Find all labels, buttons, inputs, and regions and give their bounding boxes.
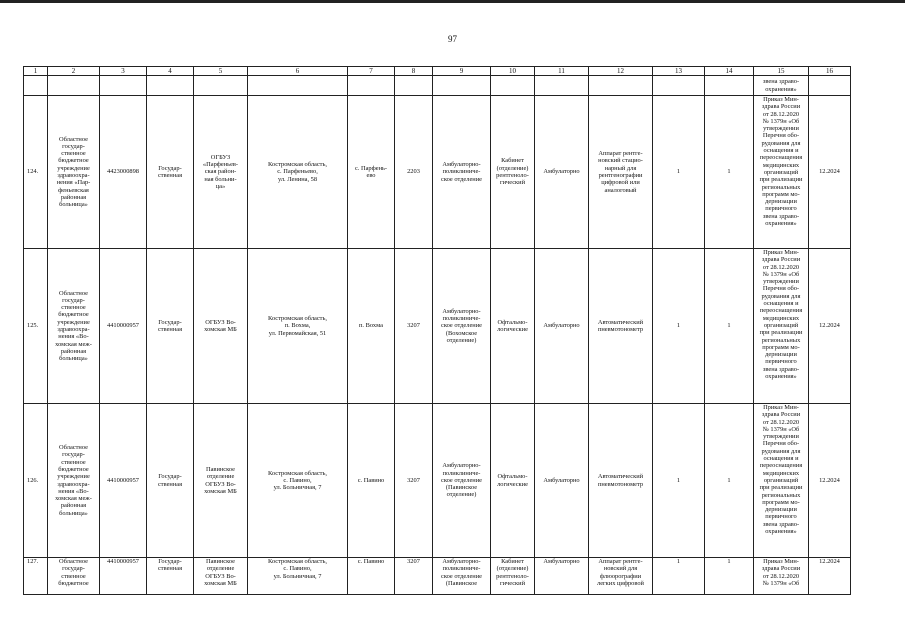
empty-cell [491,76,535,96]
ownership-cell: Государ- ственная [147,404,194,558]
equipment-cell: Автоматический пневмотонометр [589,404,653,558]
code-cell: 2203 [395,96,433,249]
ownership-cell: Государ- ственная [147,558,194,595]
empty-cell [24,76,48,96]
care-form-cell: Амбулаторно [535,404,589,558]
top-border-line [0,0,905,3]
header-cell: 13 [653,67,705,76]
ownership-cell: Государ- ственная [147,249,194,404]
quantity-cell: 1 [705,96,754,249]
department-cell: Амбулаторно- поликлиниче- ское отделение (Павинское [433,558,491,595]
empty-cell [433,76,491,96]
locality-cell: с. Парфень- ево [348,96,395,249]
row-number-cell: 125. [24,249,48,404]
date-cell: 12.2024 [809,96,851,249]
code-cell: 3207 [395,249,433,404]
inn-cell: 4423000898 [100,96,147,249]
date-cell: 12.2024 [809,558,851,595]
basis-document-cell: Приказ Мин- здрава России от 28.12.2020 № 1379н «Об утверждении Перечня обо- рудования для оснащения и переоснащения медицинских организаций при реализации региональных программ мо- дернизации первичного звена здраво- охранения» [754,249,809,404]
basis-document-cell: Приказ Мин- здрава России от 28.12.2020 № 1379н «Об утверждении Перечня обо- рудования для оснащения и переоснащения медицинских организаций при реализации региональных программ мо- дернизации первичного звена здраво- охранения» [754,96,809,249]
table-row [24,249,851,404]
header-cell: 8 [395,67,433,76]
row-number-cell: 124. [24,96,48,249]
table-row [24,96,851,249]
empty-cell [248,76,348,96]
equipment-cell: Автоматический пневмотонометр [589,249,653,404]
quantity-cell: 1 [653,96,705,249]
organization-name-cell: Областное государ- ственное бюджетное [48,558,100,595]
quantity-cell: 1 [653,558,705,595]
empty-cell [535,76,589,96]
short-name-cell: ОГБУЗ «Парфеньев- ская район- ная больни- ца» [194,96,248,249]
inn-cell: 4410000957 [100,249,147,404]
cabinet-cell: Кабинет (отделение) рентгеноло- гический [491,96,535,249]
empty-cell [147,76,194,96]
equipment-cell: Аппарат рентге- новский для флюорографии легких цифровой [589,558,653,595]
short-name-cell: ОГБУЗ Во- хомская МБ [194,249,248,404]
empty-cell [100,76,147,96]
empty-cell [348,76,395,96]
table-row [24,404,851,558]
empty-cell [809,76,851,96]
care-form-cell: Амбулаторно [535,249,589,404]
address-cell: Костромская область, с. Павино, ул. Больничная, 7 [248,558,348,595]
empty-cell [395,76,433,96]
basis-document-cell: Приказ Мин- здрава России от 28.12.2020 № 1379н «Об утверждении Перечня обо- рудования для оснащения и переоснащения медицинских организаций при реализации региональных программ мо- дернизации первичного звена здраво- охранения» [754,404,809,558]
header-row [24,67,851,76]
locality-cell: с. Павино [348,404,395,558]
header-cell: 9 [433,67,491,76]
header-cell: 2 [48,67,100,76]
code-cell: 3207 [395,404,433,558]
header-cell: 14 [705,67,754,76]
short-name-cell: Павинское отделение ОГБУЗ Во- хомская МБ [194,404,248,558]
header-cell: 10 [491,67,535,76]
organization-name-cell: Областное государ- ственное бюджетное учреждение здравоохра- нения «Во- хомская меж- районная больница» [48,249,100,404]
address-cell: Костромская область, с. Павино, ул. Больничная, 7 [248,404,348,558]
quantity-cell: 1 [653,249,705,404]
inn-cell: 4410000957 [100,558,147,595]
address-cell: Костромская область, с. Парфеньево, ул. Ленина, 58 [248,96,348,249]
continuation-row [24,76,851,96]
header-cell: 5 [194,67,248,76]
basis-continuation-cell: звена здраво- охранения» [754,76,809,96]
department-cell: Амбулаторно- поликлиниче- ское отделение [433,96,491,249]
cabinet-cell: Офтальмо- логические [491,249,535,404]
care-form-cell: Амбулаторно [535,96,589,249]
cabinet-cell: Кабинет (отделение) рентгеноло- гический [491,558,535,595]
quantity-cell: 1 [705,404,754,558]
date-cell: 12.2024 [809,249,851,404]
short-name-cell: Павинское отделение ОГБУЗ Во- хомская МБ [194,558,248,595]
organization-name-cell: Областное государ- ственное бюджетное учреждение здравоохра- нения «Во- хомская меж- районная больница» [48,404,100,558]
address-cell: Костромская область, п. Вохма, ул. Первомайская, 51 [248,249,348,404]
header-cell: 1 [24,67,48,76]
organization-name-cell: Областное государ- ственное бюджетное учреждение здравоохра- нения «Пар- феньевская районная больница» [48,96,100,249]
code-cell: 3207 [395,558,433,595]
equipment-table [23,66,851,595]
equipment-cell: Аппарат рентге- новский стацио- нарный для рентгенографии цифровой или аналоговый [589,96,653,249]
empty-cell [194,76,248,96]
locality-cell: п. Вохма [348,249,395,404]
header-cell: 16 [809,67,851,76]
quantity-cell: 1 [705,249,754,404]
cabinet-cell: Офтальмо- логические [491,404,535,558]
header-cell: 7 [348,67,395,76]
empty-cell [589,76,653,96]
empty-cell [48,76,100,96]
care-form-cell: Амбулаторно [535,558,589,595]
quantity-cell: 1 [705,558,754,595]
inn-cell: 4410000957 [100,404,147,558]
row-number-cell: 126. [24,404,48,558]
header-cell: 15 [754,67,809,76]
row-number-cell: 127. [24,558,48,595]
department-cell: Амбулаторно- поликлиниче- ское отделение (Павинское отделение) [433,404,491,558]
quantity-cell: 1 [653,404,705,558]
empty-cell [653,76,705,96]
header-cell: 12 [589,67,653,76]
ownership-cell: Государ- ственная [147,96,194,249]
table-row [24,558,851,595]
header-cell: 11 [535,67,589,76]
header-cell: 6 [248,67,348,76]
header-cell: 3 [100,67,147,76]
basis-document-cell: Приказ Мин- здрава России от 28.12.2020 № 1379н «Об [754,558,809,595]
date-cell: 12.2024 [809,404,851,558]
department-cell: Амбулаторно- поликлиниче- ское отделение (Вохомское отделение) [433,249,491,404]
empty-cell [705,76,754,96]
header-cell: 4 [147,67,194,76]
page-number: 97 [448,34,457,44]
locality-cell: с. Павино [348,558,395,595]
